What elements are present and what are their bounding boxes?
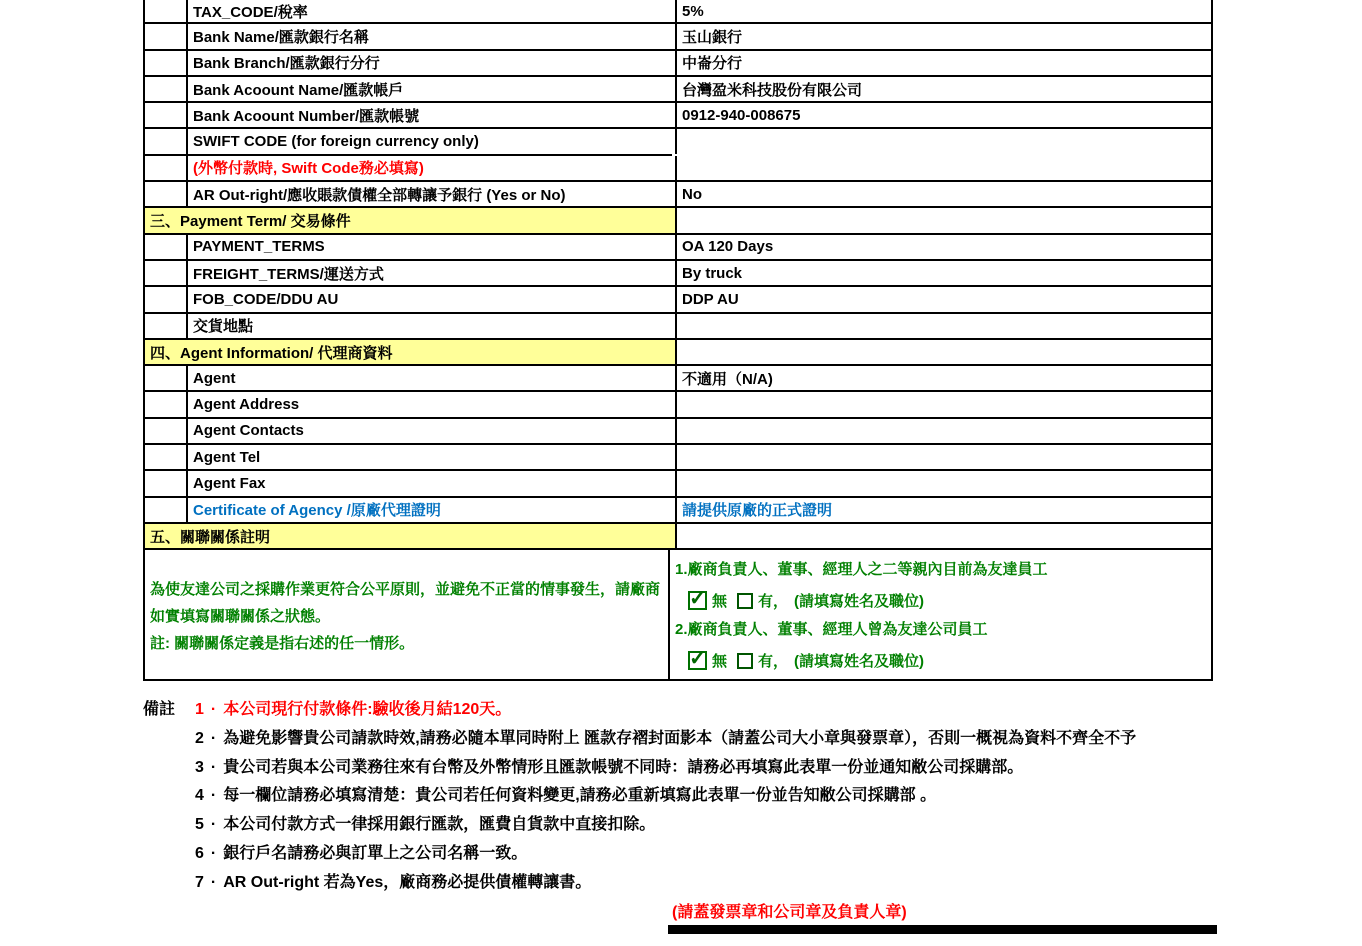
table-row [145,208,1211,234]
section-header-relationship: 五、關聯關係註明 [145,524,677,548]
field-label: 交貨地點 [188,314,677,338]
remark-item [195,728,1136,757]
table-row [145,261,1211,287]
table-row [145,419,1211,445]
field-value [677,392,1211,416]
unchecked-checkbox-icon[interactable] [737,653,753,669]
section-header-agent-information: 四、Agent Information/ 代理商資料 [145,340,677,364]
field-value: 中崙分行 [682,55,743,73]
remark-item [195,757,1136,786]
field-value [677,419,1211,443]
relation-item-1-answers [688,587,1207,614]
indent-cell [145,235,188,259]
remark-text: 每一欄位請務必填寫清楚：貴公司若任何資料變更,請務必重新填寫此表單一份並告知敝公司採購部 。 [223,787,937,805]
table-row [145,51,1211,77]
table-row [145,182,1211,208]
remark-separator: · [210,701,217,718]
indent-cell [145,445,188,469]
table-row [145,340,1211,366]
remark-separator: · [210,729,217,747]
field-label: SWIFT CODE (for foreign currency only) [188,129,677,153]
field-value: 不適用（N/A) [682,370,773,388]
field-label: Agent Tel [188,445,677,469]
field-label: FREIGHT_TERMS/運送方式 [188,261,677,285]
indent-cell [145,287,188,311]
section-header-spacer [677,208,1211,232]
table-row [145,392,1211,418]
yes-option-label: 有， [758,593,789,611]
field-value: 玉山銀行 [682,28,743,46]
remark-item [195,699,1136,728]
remark-number: 4 [195,787,204,805]
remark-separator: · [210,758,217,776]
table-row [145,524,1211,550]
table-row [145,0,1211,24]
table-row [145,287,1211,313]
fill-name-hint: (請填寫姓名及職位) [794,653,925,671]
table-row [145,314,1211,340]
indent-cell [145,77,188,101]
section-header-spacer [677,524,1211,548]
remark-separator: · [210,787,217,805]
section-header-spacer [677,340,1211,364]
stamp-instruction: (請蓋發票章和公司章及負責人章) [672,904,907,921]
field-label: Agent Contacts [188,419,677,443]
remark-item [195,872,1136,901]
field-label: Agent [188,366,677,390]
indent-cell [145,471,188,495]
remark-separator: · [210,816,217,834]
remark-number: 6 [195,844,204,862]
relationship-options [670,550,1211,679]
none-option-label: 無 [712,653,728,671]
remark-text: 貴公司若與本公司業務往來有台幣及外幣情形且匯款帳號不同時：請務必再填寫此表單一份並通知敝公司採購部。 [223,758,1024,776]
field-label: PAYMENT_TERMS [188,235,677,259]
field-value [677,471,1211,495]
indent-cell [145,498,188,522]
remark-text: 銀行戶名請務必與訂單上之公司名稱一致。 [223,844,528,862]
relationship-instruction-text: 為使友達公司之採購作業更符合公平原則，並避免不正當的情事發生，請廠商如實填寫關聯關係之狀態。 [150,581,661,626]
field-value: OA 120 Days [682,238,774,256]
remark-text: 本公司付款方式一律採用銀行匯款，匯費自貨款中直接扣除。 [223,816,656,834]
indent-cell [145,392,188,416]
remark-text: 本公司現行付款條件:驗收後月結120天。 [223,701,512,718]
field-value [677,445,1211,469]
swift-code-rows [145,129,1211,182]
remark-text: 為避免影響貴公司請款時效,請務必隨本單同時附上 匯款存褶封面影本（請蓋公司大小章與發票章），否則一概視為資料不齊全不予 [223,729,1137,747]
field-value: 台灣盈米科技股份有限公司 [682,81,863,99]
field-label: TAX_CODE/稅率 [188,0,677,22]
remark-separator: · [210,873,217,891]
indent-cell [145,156,188,180]
remarks-title: 備註 [143,701,176,718]
remark-text: AR Out-right 若為Yes，廠商務必提供債權轉讓書。 [223,873,592,891]
field-label: FOB_CODE/DDU AU [188,287,677,311]
fill-name-hint: (請填寫姓名及職位) [794,593,925,611]
relation-item-2-answers [688,647,1207,674]
signature-line [668,925,1217,934]
indent-cell [145,419,188,443]
field-value: DDP AU [682,290,739,308]
indent-cell [145,103,188,127]
table-row [145,235,1211,261]
indent-cell [145,0,188,22]
indent-cell [145,182,188,206]
remark-item [195,843,1136,872]
relation-item-1-title: 1.廠商負責人、董事、經理人之二等親內目前為友達員工 [675,561,1048,579]
certificate-of-agency-label: Certificate of Agency /原廠代理證明 [188,498,677,522]
remark-number: 2 [195,729,204,747]
field-value: By truck [682,264,743,282]
field-value: 5% [682,2,704,20]
table-row [145,498,1211,524]
table-row [145,471,1211,497]
field-label: Bank Acoount Name/匯款帳戶 [188,77,677,101]
field-value: 0912-940-008675 [682,106,801,124]
relationship-definition-note: 註: 關聯關係定義是指右述的任一情形。 [150,635,415,653]
field-value: No [682,185,702,203]
field-label: Bank Branch/匯款銀行分行 [188,51,677,75]
remarks-section [143,699,1362,901]
indent-cell [145,314,188,338]
field-label: AR Out-right/應收賬款債權全部轉讓予銀行 (Yes or No) [188,182,677,206]
yes-option-label: 有， [758,653,789,671]
swift-required-note: (外幣付款時, Swift Code務必填寫) [188,156,677,180]
field-value [677,314,1211,338]
indent-cell [145,129,188,153]
field-value [672,129,1211,180]
unchecked-checkbox-icon[interactable] [737,593,753,609]
supplier-form-table [143,0,1213,681]
remark-number: 1 [195,701,204,718]
relation-item-2-title: 2.廠商負責人、董事、經理人曾為友達公司員工 [675,621,988,639]
section-header-payment-term: 三、Payment Term/ 交易條件 [145,208,677,232]
relationship-instructions [145,550,670,679]
indent-cell [145,24,188,48]
remark-separator: · [210,844,217,862]
remark-item [195,814,1136,843]
indent-cell [145,366,188,390]
table-row [145,24,1211,50]
remark-number: 5 [195,816,204,834]
table-row [145,366,1211,392]
relationship-declaration-row [145,550,1211,681]
indent-cell [145,51,188,75]
table-row [145,445,1211,471]
remarks-list [195,699,1136,901]
field-label: Agent Address [188,392,677,416]
checked-checkbox-icon[interactable] [688,651,707,670]
table-row [145,103,1211,129]
remark-item [195,785,1136,814]
certificate-of-agency-value: 請提供原廠的正式證明 [682,502,833,520]
field-label: Agent Fax [188,471,677,495]
field-label: Bank Acoount Number/匯款帳號 [188,103,677,127]
table-row [145,77,1211,103]
remark-number: 3 [195,758,204,776]
remark-number: 7 [195,873,204,891]
checked-checkbox-icon[interactable] [688,591,707,610]
none-option-label: 無 [712,593,728,611]
field-label: Bank Name/匯款銀行名稱 [188,24,677,48]
indent-cell [145,261,188,285]
